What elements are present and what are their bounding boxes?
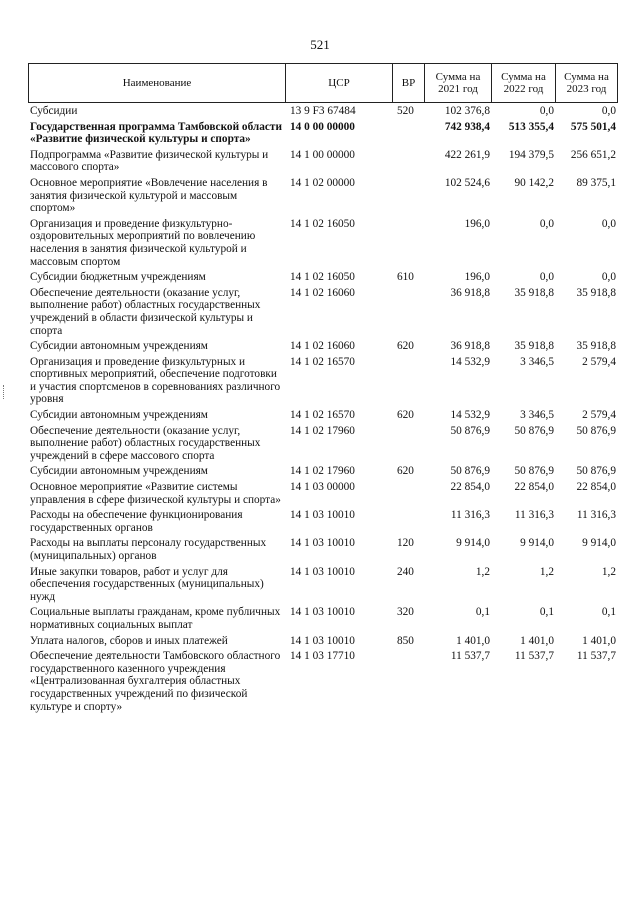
row-sum-2021: 11 316,3 <box>450 509 490 522</box>
row-sum-2023: 2 579,4 <box>582 355 616 368</box>
row-csr: 14 1 03 10010 <box>290 606 355 619</box>
row-csr: 14 1 03 10010 <box>290 634 355 647</box>
table-row <box>28 356 618 406</box>
row-sum-2022: 90 142,2 <box>514 176 554 189</box>
row-csr: 14 1 02 16050 <box>290 271 355 284</box>
row-csr: 14 1 03 10010 <box>290 537 355 550</box>
row-csr: 14 1 02 16050 <box>290 217 355 230</box>
row-name: Организация и проведение физкультурных и спортивных мероприятий, обеспечение подготовки и участия спортсменов в соревнованиях различного уровня <box>30 355 281 406</box>
row-sum-2021: 1,2 <box>475 565 490 578</box>
header-sum-2021: Сумма на 2021 год <box>425 64 492 102</box>
row-vr <box>393 177 425 215</box>
table-row <box>28 149 618 174</box>
row-sum-2021: 0,1 <box>475 606 490 619</box>
row-sum-2023: 2 579,4 <box>582 409 616 422</box>
row-name: Подпрограмма «Развитие физической культуры и массового спорта» <box>30 148 269 174</box>
table-row <box>28 509 618 534</box>
row-sum-2021: 102 376,8 <box>444 105 490 117</box>
row-sum-2023: 35 918,8 <box>576 340 616 353</box>
row-vr: 240 <box>397 565 414 578</box>
row-name: Основное мероприятие «Вовлечение населения в занятия физической культурой и массовым спортом» <box>30 176 268 215</box>
row-vr: 610 <box>397 271 414 284</box>
row-sum-2022: 0,1 <box>539 606 554 619</box>
row-sum-2021: 36 918,8 <box>450 340 490 353</box>
row-sum-2023: 0,0 <box>601 105 616 117</box>
row-sum-2022: 3 346,5 <box>520 355 554 368</box>
table-row <box>28 287 618 337</box>
row-sum-2023: 1 401,0 <box>582 634 616 647</box>
row-sum-2022: 1,2 <box>539 565 554 578</box>
row-sum-2023: 50 876,9 <box>576 424 616 437</box>
table-row <box>28 121 618 146</box>
row-name: Обеспечение деятельности Тамбовского областного государственного казенного учреждения «Централизованная бухгалтерия областных государственных учреждений по физической культуре и спорту» <box>30 650 281 713</box>
row-vr: 120 <box>397 537 414 550</box>
row-name: Иные закупки товаров, работ и услуг для обеспечения государственных (муниципальных) нужд <box>30 565 264 603</box>
table-body <box>28 105 618 713</box>
row-vr <box>393 481 425 506</box>
table-row <box>28 409 618 422</box>
row-csr: 14 1 02 16060 <box>290 286 355 299</box>
row-sum-2023: 0,0 <box>601 271 616 284</box>
row-sum-2022: 513 355,4 <box>508 120 554 133</box>
row-sum-2022: 50 876,9 <box>514 465 554 478</box>
row-sum-2021: 196,0 <box>464 271 490 284</box>
table-row <box>28 481 618 506</box>
row-vr <box>393 356 425 406</box>
row-sum-2021: 50 876,9 <box>450 465 490 478</box>
row-vr: 620 <box>397 409 414 422</box>
row-sum-2021: 742 938,4 <box>444 120 490 133</box>
row-name: Организация и проведение физкультурно-оздоровительных мероприятий по вовлечению населения в занятия физической культурой и массовым спортом <box>30 217 256 268</box>
row-sum-2021: 422 261,9 <box>444 148 490 161</box>
row-sum-2021: 14 532,9 <box>450 355 490 368</box>
table-header <box>28 63 618 103</box>
row-csr: 14 1 02 16570 <box>290 355 355 368</box>
table-row <box>28 425 618 463</box>
row-sum-2023: 256 651,2 <box>570 148 616 161</box>
budget-table <box>28 63 618 713</box>
row-sum-2023: 50 876,9 <box>576 465 616 478</box>
row-sum-2023: 1,2 <box>601 565 616 578</box>
row-sum-2022: 3 346,5 <box>520 409 554 422</box>
row-csr: 14 0 00 00000 <box>290 120 355 133</box>
row-name: Субсидии <box>30 105 78 117</box>
table-row <box>28 177 618 215</box>
table-row <box>28 606 618 631</box>
row-vr: 850 <box>397 634 414 647</box>
table-row <box>28 105 618 118</box>
row-sum-2022: 194 379,5 <box>508 148 554 161</box>
row-csr: 14 1 02 16570 <box>290 409 355 422</box>
row-sum-2023: 11 316,3 <box>576 509 616 522</box>
row-sum-2022: 11 537,7 <box>514 650 554 663</box>
row-name: Субсидии автономным учреждениям <box>30 409 208 422</box>
margin-mark <box>3 385 6 399</box>
row-sum-2023: 0,0 <box>601 217 616 230</box>
page-number: 521 <box>310 37 330 52</box>
header-sum-2022: Сумма на 2022 год <box>492 64 556 102</box>
row-vr <box>393 218 425 268</box>
row-vr: 520 <box>397 105 414 117</box>
row-csr: 14 1 03 17710 <box>290 650 355 663</box>
row-vr <box>393 149 425 174</box>
row-sum-2022: 0,0 <box>539 271 554 284</box>
header-sum-2023: Сумма на 2023 год <box>556 64 618 102</box>
row-sum-2021: 11 537,7 <box>450 650 490 663</box>
row-sum-2021: 22 854,0 <box>450 481 490 494</box>
row-vr <box>393 287 425 337</box>
row-sum-2023: 89 375,1 <box>576 176 616 189</box>
row-csr: 14 1 02 17960 <box>290 424 355 437</box>
header-csr: ЦСР <box>286 64 393 102</box>
table-row <box>28 271 618 284</box>
row-csr: 14 1 02 17960 <box>290 465 355 478</box>
row-sum-2023: 0,1 <box>601 606 616 619</box>
row-sum-2021: 196,0 <box>464 217 490 230</box>
row-sum-2023: 9 914,0 <box>582 537 616 550</box>
row-sum-2022: 11 316,3 <box>514 509 554 522</box>
header-name: Наименование <box>28 64 286 102</box>
row-name: Основное мероприятие «Развитие системы управления в сфере физической культуры и спорта» <box>30 481 281 506</box>
row-sum-2022: 0,0 <box>539 105 554 117</box>
row-sum-2021: 102 524,6 <box>444 176 490 189</box>
row-vr <box>393 650 425 713</box>
row-vr <box>393 509 425 534</box>
row-csr: 13 9 F3 67484 <box>290 105 356 117</box>
row-sum-2023: 22 854,0 <box>576 481 616 494</box>
table-row <box>28 465 618 478</box>
row-vr: 620 <box>397 465 414 478</box>
row-name: Субсидии бюджетным учреждениям <box>30 271 206 284</box>
row-sum-2021: 36 918,8 <box>450 286 490 299</box>
row-vr: 620 <box>397 340 414 353</box>
row-sum-2023: 11 537,7 <box>576 650 616 663</box>
row-name: Субсидии автономным учреждениям <box>30 340 208 353</box>
row-sum-2022: 1 401,0 <box>520 634 554 647</box>
row-csr: 14 1 02 16060 <box>290 340 355 353</box>
row-name: Социальные выплаты гражданам, кроме публичных нормативных социальных выплат <box>30 606 281 631</box>
row-name: Расходы на обеспечение функционирования государственных органов <box>30 509 243 534</box>
row-name: Обеспечение деятельности (оказание услуг, выполнение работ) областных государственных учреждений в сфере массового спорта <box>30 424 261 462</box>
row-name: Расходы на выплаты персоналу государственных (муниципальных) органов <box>30 537 267 562</box>
table-row <box>28 566 618 604</box>
row-csr: 14 1 03 00000 <box>290 481 355 494</box>
row-sum-2022: 35 918,8 <box>514 340 554 353</box>
row-sum-2022: 9 914,0 <box>520 537 554 550</box>
table-row <box>28 340 618 353</box>
row-name: Субсидии автономным учреждениям <box>30 465 208 478</box>
row-csr: 14 1 02 00000 <box>290 176 355 189</box>
row-name: Государственная программа Тамбовской области «Развитие физической культуры и спорта» <box>30 120 282 146</box>
header-vr: ВР <box>393 64 425 102</box>
row-csr: 14 1 03 10010 <box>290 509 355 522</box>
table-row <box>28 635 618 648</box>
row-name: Обеспечение деятельности (оказание услуг, выполнение работ) областных государственных учреждений в области физической культуры и спорта <box>30 286 261 337</box>
row-sum-2023: 575 501,4 <box>570 120 616 133</box>
row-vr: 320 <box>397 606 414 619</box>
row-name: Уплата налогов, сборов и иных платежей <box>30 634 228 647</box>
row-sum-2022: 50 876,9 <box>514 424 554 437</box>
row-sum-2022: 0,0 <box>539 217 554 230</box>
row-sum-2021: 50 876,9 <box>450 424 490 437</box>
row-vr <box>393 121 425 146</box>
table-row <box>28 537 618 562</box>
table-row <box>28 650 618 713</box>
row-sum-2021: 9 914,0 <box>456 537 490 550</box>
row-vr <box>393 425 425 463</box>
row-sum-2022: 22 854,0 <box>514 481 554 494</box>
row-sum-2021: 1 401,0 <box>456 634 490 647</box>
row-csr: 14 1 03 10010 <box>290 565 355 578</box>
table-row <box>28 218 618 268</box>
row-sum-2022: 35 918,8 <box>514 286 554 299</box>
row-sum-2023: 35 918,8 <box>576 286 616 299</box>
row-csr: 14 1 00 00000 <box>290 148 355 161</box>
row-sum-2021: 14 532,9 <box>450 409 490 422</box>
